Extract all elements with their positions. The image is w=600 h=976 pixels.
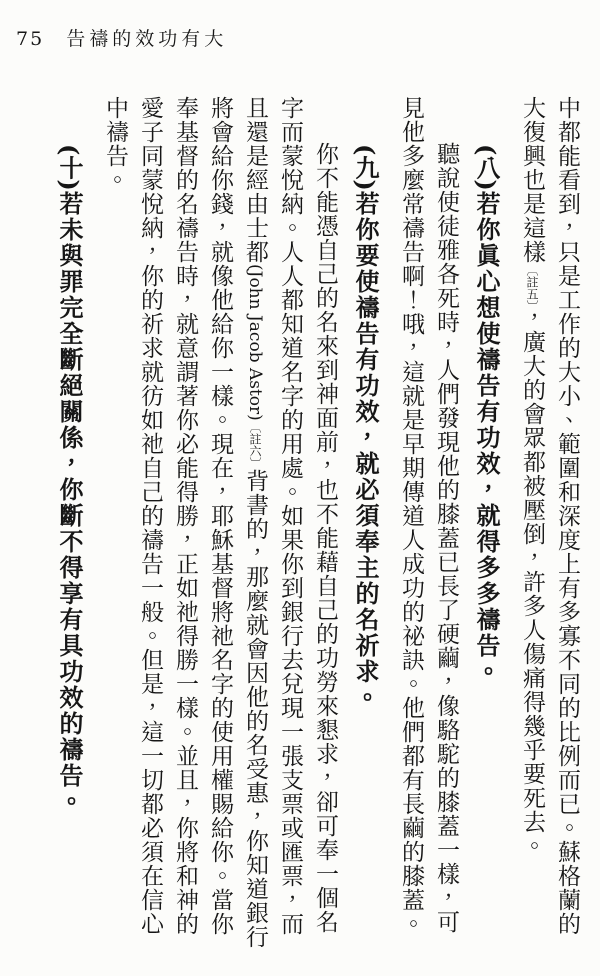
section-marker-8: (八) bbox=[472, 144, 501, 191]
section-marker-9: (九) bbox=[351, 144, 380, 191]
section-heading-9 bbox=[348, 96, 383, 952]
footnote-ref-6: 〔註六〕 bbox=[248, 420, 262, 469]
paragraph-text: 背書的，那麼就會因他的名受惠，你知道銀行將會給你錢，就像他給你一樣。現在，耶穌基督將祂名字的使用權賜給你。當你奉基督的名禱告時，就意謂著你必能得勝，正如祂得勝一樣。並且，你將和神的愛子同蒙悅納，你的祈求就彷如祂自己的禱告一般。但是，這一切都必須在信心中禱告。 bbox=[102, 96, 268, 949]
paragraph-text: 你不能憑自己的名來到神面前，也不能藉自己的功勞來懇求，卻可奉一個名字而蒙悅納。人人都知道名字的用處。如果你到銀行去兌現一張支票或匯票，而且還是經由士都 bbox=[242, 96, 338, 936]
section-heading-10 bbox=[52, 96, 87, 952]
paragraph bbox=[97, 96, 342, 952]
paragraph bbox=[393, 96, 463, 952]
section-heading-8 bbox=[469, 96, 504, 952]
paragraph-continued bbox=[514, 96, 584, 952]
heading-text: 若你眞心想使禱告有功效，就得多多禱告。 bbox=[472, 190, 501, 685]
vertical-text-block bbox=[10, 96, 584, 952]
paragraph-text: 聽說使徒雅各死時，人們發現他的膝蓋已長了硬繭，像駱駝的膝蓋一樣，可見他多麼常禱告啊！哦，這就是早期傳道人成功的祕訣。他們都有長繭的膝蓋。 bbox=[398, 96, 459, 936]
paragraph-text: ，廣大的會眾都被壓倒，許多人傷痛得幾乎要死去。 bbox=[519, 306, 545, 858]
running-title: 告禱的效功有大 bbox=[66, 28, 228, 50]
heading-text: 若你要使禱告有功效，就必須奉主的名祈求。 bbox=[351, 190, 380, 711]
footnote-ref-5: 〔註五〕 bbox=[525, 264, 539, 306]
page-header bbox=[16, 24, 227, 51]
latin-name: (John Jacob Astor) bbox=[245, 264, 265, 421]
paragraph-text: 中都能看到，只是工作的大小、範圍和深度上有多寡不同的比例而已。蘇格蘭的大復興也是這樣 bbox=[519, 96, 580, 936]
page-number: 75 bbox=[16, 28, 45, 50]
heading-text: 若未與罪完全斷絕關係，你斷不得享有具功效的禱告。 bbox=[55, 190, 84, 815]
section-marker-10: (十) bbox=[55, 144, 84, 191]
